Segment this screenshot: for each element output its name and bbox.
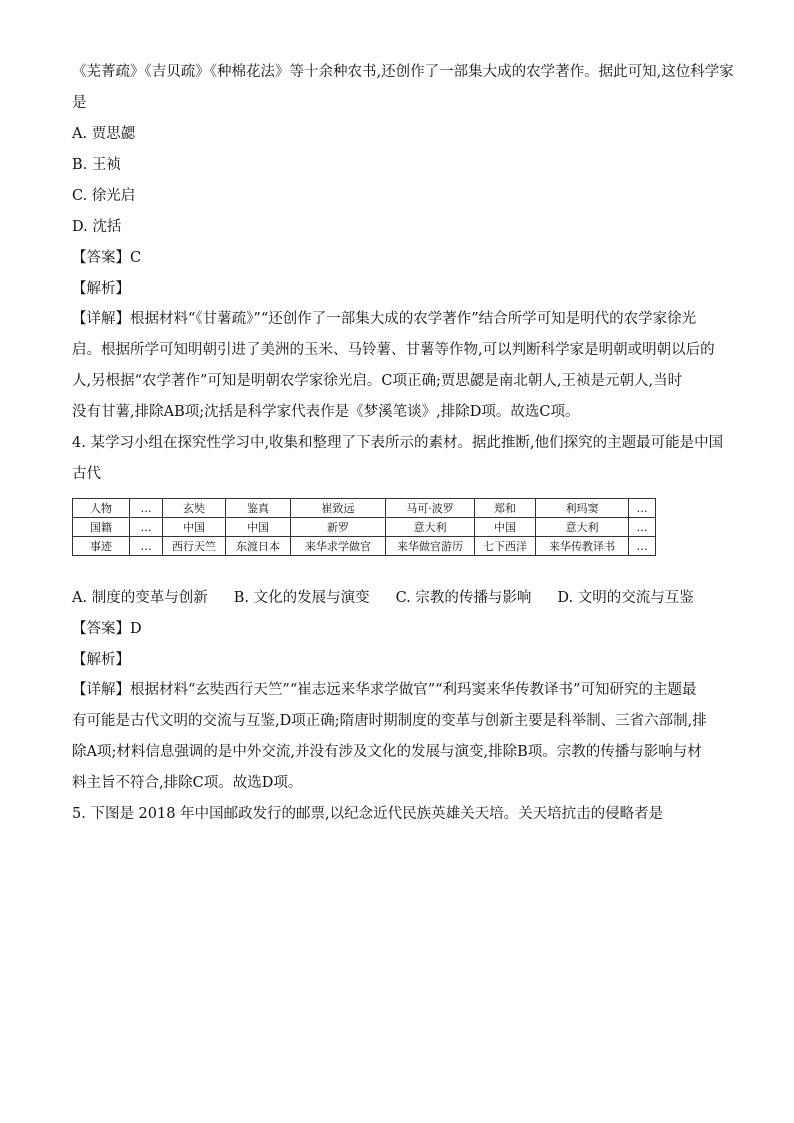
q4-option-d: D. 文明的交流与互鉴 [557,590,694,606]
q4-stem [72,428,722,490]
q4-stem-line2: 古代 [72,466,101,482]
q4-answer-label: 【答案】 [72,621,130,637]
q3-answer-value: C [130,250,142,266]
table-cell: 鉴真 [226,499,291,518]
table-cell: … [130,499,163,518]
table-cell: … [629,537,656,556]
q3-stem-line1: 《芜菁疏》《吉贝疏》《种棉花法》等十余种农书,还创作了一部集大成的农学著作。据此可知,这位科学家 [72,64,734,80]
table-cell: 来华传教译书 [536,537,629,556]
table-row [73,518,656,537]
table-cell: 意大利 [386,518,475,537]
table-cell: 西行天竺 [163,537,226,556]
q3-option-d: D. 沈括 [72,219,122,235]
table-row [73,499,656,518]
q3-option-c: C. 徐光启 [72,188,136,204]
q4-detail [72,675,722,799]
table-row [73,537,656,556]
table-cell: … [629,499,656,518]
q4-option-a: A. 制度的变革与创新 [72,590,208,606]
table-cell: 人物 [73,499,130,518]
q4-answer [72,619,722,639]
q3-analysis-label: 【解析】 [72,281,130,297]
table-cell: 中国 [475,518,536,537]
q4-detail-line: 除A项;材料信息强调的是中外交流,并没有涉及文化的发展与演变,排除B项。宗教的传播与影响与材 [72,744,702,760]
table-cell: 中国 [226,518,291,537]
document-page [72,62,734,830]
table-cell: 利玛窦 [536,499,629,518]
q5-stem-line1: 5. 下图是 2018 年中国邮政发行的邮票,以纪念近代民族英雄关天培。关天培抗击的侵略者是 [72,806,664,822]
table-cell: 马可·波罗 [386,499,475,518]
q4-detail-line: 料主旨不符合,排除C项。故选D项。 [72,775,303,791]
table-cell: 新罗 [291,518,386,537]
q3-option-b: B. 王祯 [72,157,121,173]
table-cell: 中国 [163,518,226,537]
q3-answer-label: 【答案】 [72,250,130,266]
q3-detail [72,304,722,428]
table-cell: 事迹 [73,537,130,556]
q4-answer-value: D [130,621,142,637]
table-cell: 东渡日本 [226,537,291,556]
table-cell: … [130,537,163,556]
q4-options [72,588,722,608]
q4-detail-line: 有可能是古代文明的交流与互鉴,D项正确;隋唐时期制度的变革与创新主要是科举制、三省六部制,排 [72,713,707,729]
q3-option-a: A. 贾思勰 [72,126,136,142]
q5-stem [72,799,722,830]
q4-source-table [72,498,656,556]
q4-option-c: C. 宗教的传播与影响 [395,590,532,606]
table-cell: 来华求学做官 [291,537,386,556]
table-cell: 郑和 [475,499,536,518]
table-cell: 意大利 [536,518,629,537]
q3-detail-line: 人,另根据“农学著作”可知是明朝农学家徐光启。C项正确;贾思勰是南北朝人,王祯是元朝人,当时 [72,373,683,389]
table-cell: 国籍 [73,518,130,537]
q3-detail-line: 没有甘薯,排除AB项;沈括是科学家代表作是《梦溪笔谈》,排除D项。故选C项。 [72,404,580,420]
q4-stem-line1: 4. 某学习小组在探究性学习中,收集和整理了下表所示的素材。据此推断,他们探究的主题最可能是中国 [72,435,724,451]
q4-detail-line: 【详解】根据材料“玄奘西行天竺”“崔志远来华求学做官”“利玛窦来华传教译书”可知研究的主题最 [72,682,697,698]
table-cell: 崔致远 [291,499,386,518]
table-cell: … [629,518,656,537]
table-cell: … [130,518,163,537]
q4-option-b: B. 文化的发展与演变 [233,590,370,606]
q3-answer [72,248,722,268]
table-cell: 七下西洋 [475,537,536,556]
q4-analysis-label: 【解析】 [72,652,130,668]
table-cell: 来华做官游历 [386,537,475,556]
table-cell: 玄奘 [163,499,226,518]
q3-detail-line: 启。根据所学可知明朝引进了美洲的玉米、马铃薯、甘薯等作物,可以判断科学家是明朝或明朝以后的 [72,342,715,358]
q3-detail-line: 【详解】根据材料“《甘薯疏》”“还创作了一部集大成的农学著作”结合所学可知是明代的农学家徐光 [72,311,697,327]
q3-stem-line2: 是 [72,95,87,111]
